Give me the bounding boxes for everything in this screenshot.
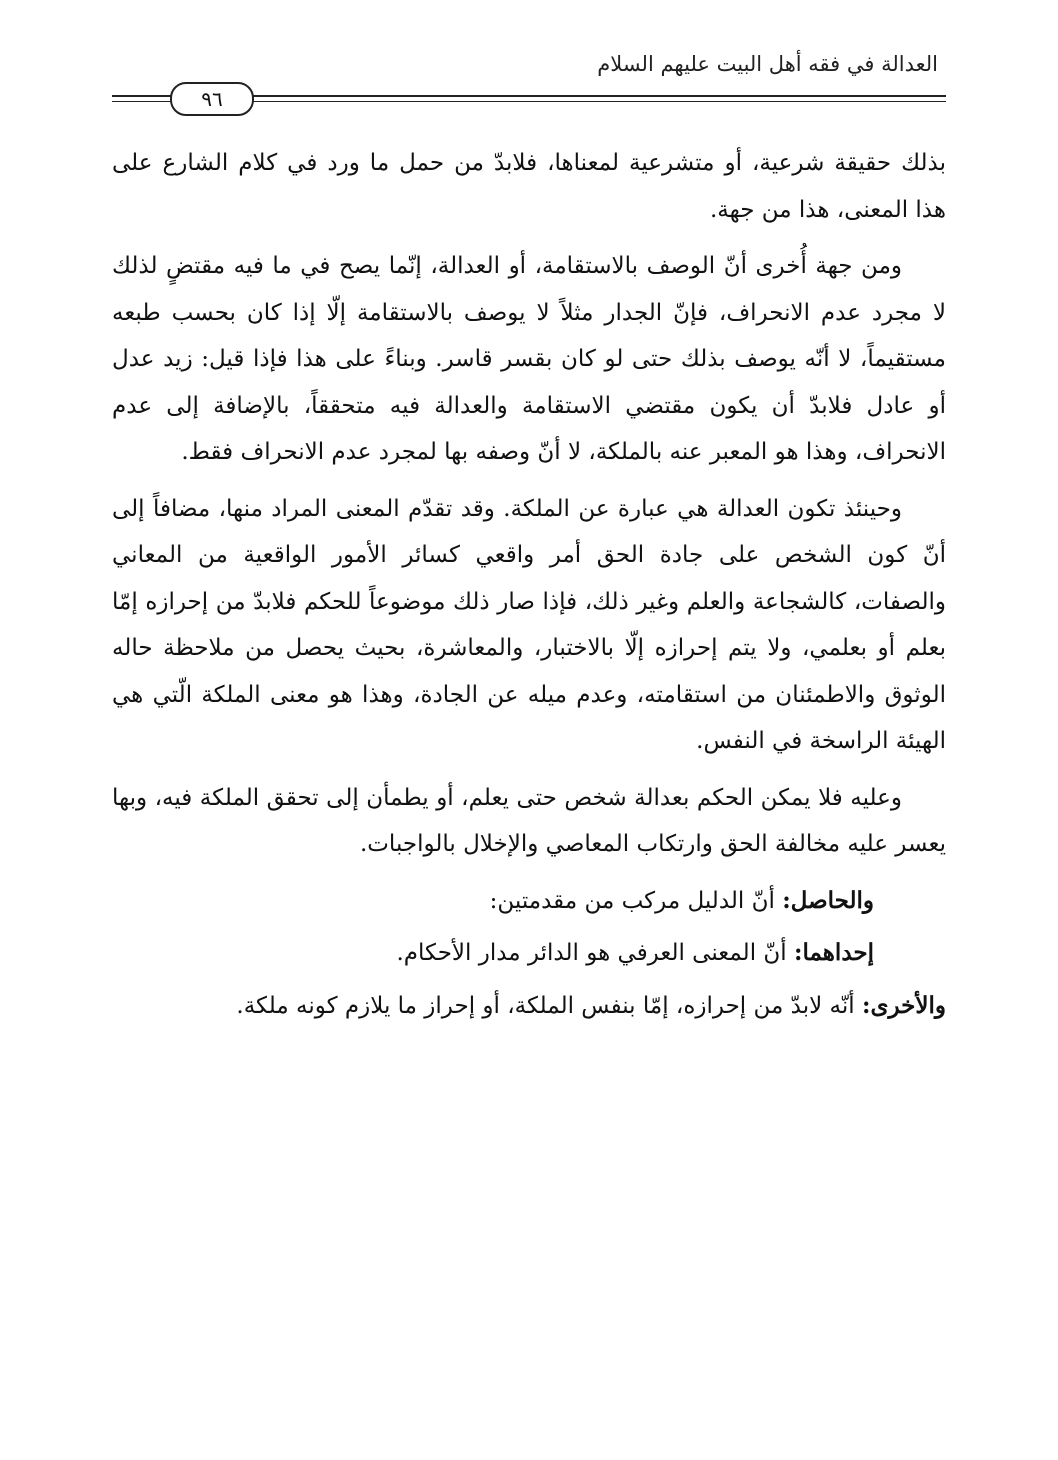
premise-2-text: أنّه لابدّ من إحرازه، إمّا بنفس الملكة، أو إحراز ما يلازم كونه ملكة. — [236, 992, 862, 1019]
paragraph-premise-2 — [112, 983, 946, 1030]
page-body — [112, 140, 946, 1039]
summary-text: أنّ الدليل مركب من مقدمتين: — [489, 887, 783, 914]
paragraph-summary — [112, 878, 946, 925]
paragraph-4: وعليه فلا يمكن الحكم بعدالة شخص حتى يعلم، أو يطمأن إلى تحقق الملكة فيه، وبها يعسر عليه مخالفة الحق وارتكاب المعاصي والإخلال بالواجبات. — [112, 784, 946, 857]
summary-label: والحاصل: — [782, 886, 874, 914]
header-title: العدالة في فقه أهل البيت عليهم السلام — [597, 52, 938, 76]
paragraph-1: بذلك حقيقة شرعية، أو متشرعية لمعناها، فلابدّ من حمل ما ورد في كلام الشارع على هذا المعنى، هذا من جهة. — [112, 150, 946, 223]
paragraph-3: وحينئذ تكون العدالة هي عبارة عن الملكة. وقد تقدّم المعنى المراد منها، مضافاً إلى أنّ كون الشخص على جادة الحق أمر واقعي كسائر الأمور الواقعية من المعاني والصفات، كالشجاعة والعلم وغير ذلك، فإذا صار ذلك موضوعاً للحكم فلابدّ من إحرازه إمّا بعلم أو بعلمي، ولا يتم إحرازه إلّا بالاختبار، والمعاشرة، بحيث يحصل من ملاحظة حاله الوثوق والاطمئنان من استقامته، وعدم ميله عن الجادة، وهذا هو معنى الملكة الّتي هي الهيئة الراسخة في النفس. — [112, 495, 946, 754]
paragraph-2: ومن جهة أُخرى أنّ الوصف بالاستقامة، أو العدالة، إنّما يصح في ما فيه مقتضٍ لذلك لا مجرد عدم الانحراف، فإنّ الجدار مثلاً لا يوصف بالاستقامة إلّا إذا كان بحسب طبعه مستقيماً، لا أنّه يوصف بذلك حتى لو كان بقسر قاسر. وبناءً على هذا فإذا قيل: زيد عدل أو عادل فلابدّ أن يكون مقتضي الاستقامة والعدالة فيه متحققاً، بالإضافة إلى عدم الانحراف، وهذا هو المعبر عنه بالملكة، لا أنّ وصفه بها لمجرد عدم الانحراف فقط. — [112, 253, 946, 465]
paragraph-premise-1 — [112, 930, 946, 977]
premise-1-label: إحداهما: — [794, 939, 874, 966]
page-number: ٩٦ — [170, 82, 254, 116]
premise-2-label: والأخرى: — [861, 991, 946, 1019]
running-header — [112, 44, 946, 114]
premise-1-text: أنّ المعنى العرفي هو الدائر مدار الأحكام. — [396, 940, 794, 966]
